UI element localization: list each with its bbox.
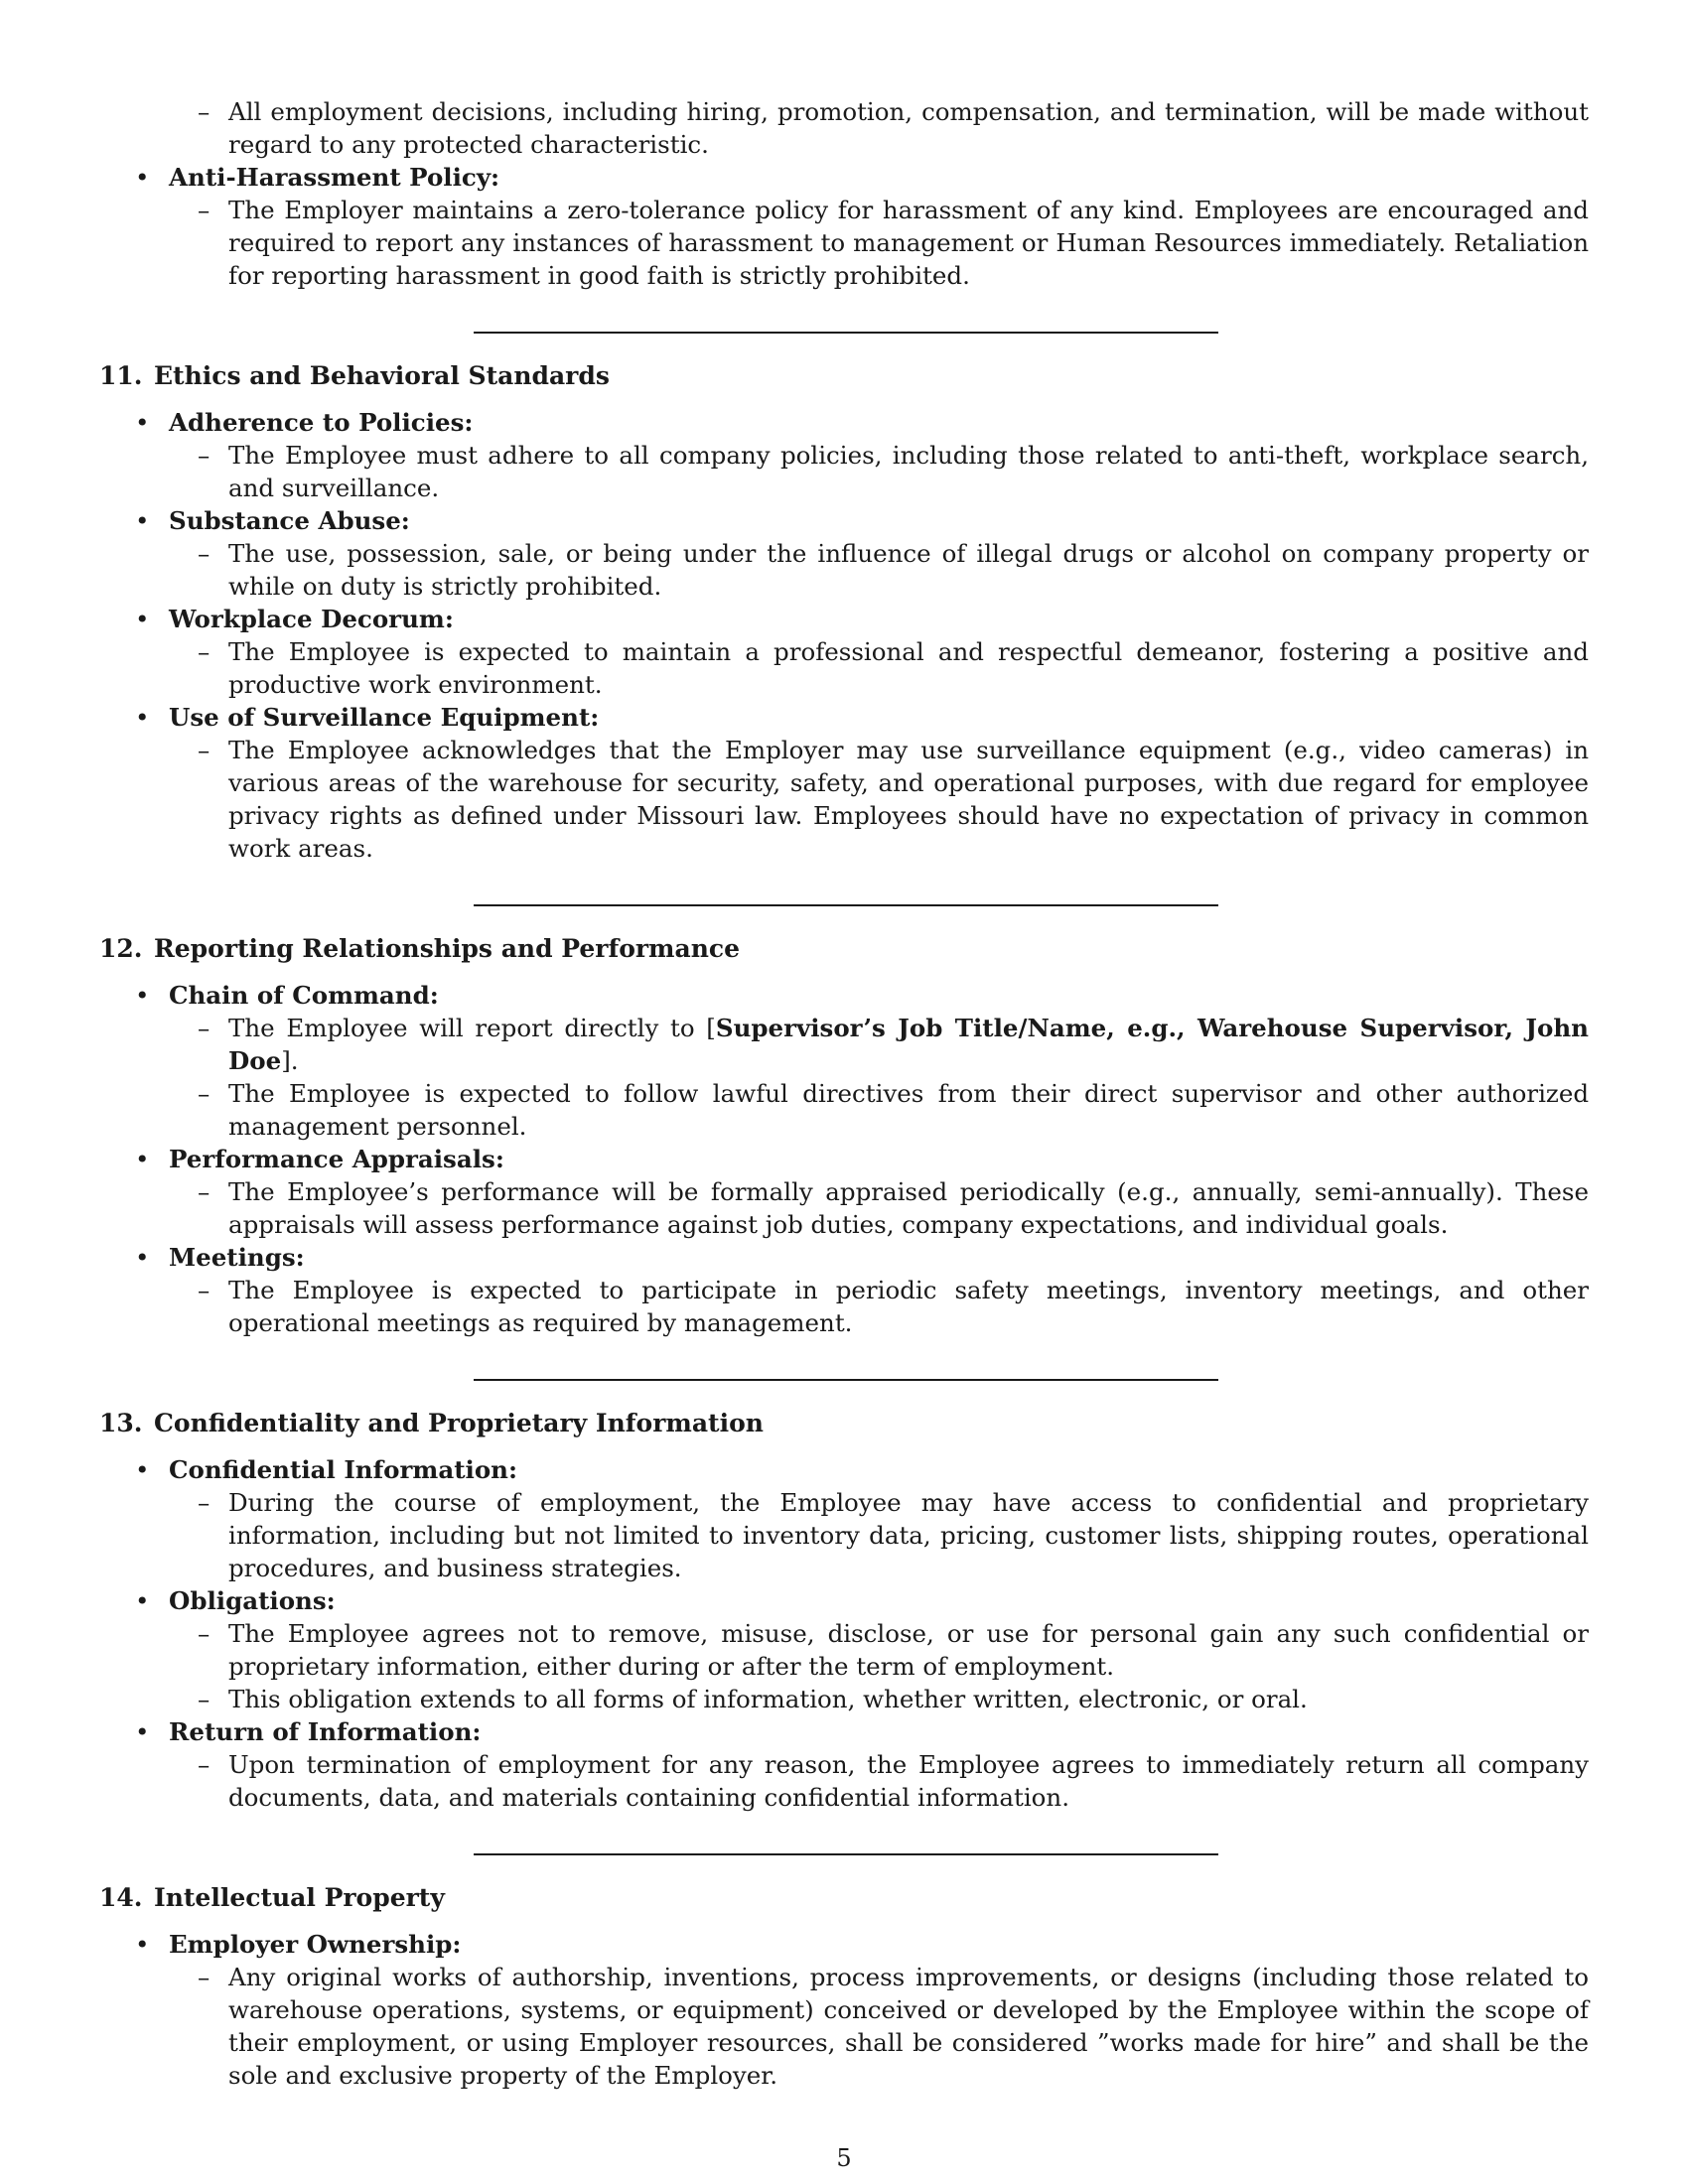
list-item <box>99 1584 1589 1715</box>
item-list <box>99 1453 1589 1814</box>
sub-item <box>99 1617 1589 1683</box>
item-title: • Anti-Harassment Policy: <box>169 163 500 192</box>
document-page <box>99 95 1589 2092</box>
sub-item-text: The Employee’s performance will be formally appraised periodically (e.g., annually, semi-annually). These appraisals will assess performance against job duties, company expectations, and individual goals. <box>228 1177 1589 1239</box>
item-list <box>99 406 1589 865</box>
sub-list <box>169 635 1589 701</box>
item-title: • Confidential Information: <box>169 1455 518 1484</box>
sub-item <box>99 95 1589 161</box>
list-item <box>99 1928 1589 2092</box>
supervisor-placeholder: Supervisor’s Job Title/Name, e.g., Warehouse Supervisor, John Doe <box>228 1014 1589 1075</box>
sub-item <box>99 194 1589 292</box>
placeholder-close: ]. <box>281 1046 299 1075</box>
sub-item-text: The Employee is expected to maintain a professional and respectful demeanor, fostering a positive and productive work environment. <box>228 637 1589 699</box>
item-title: • Employer Ownership: <box>169 1930 462 1959</box>
section-14 <box>99 1881 1589 2092</box>
sub-item-text: The Employee acknowledges that the Employer may use surveillance equipment (e.g., video cameras) in various areas of the warehouse for security, safety, and operational purposes, with due regard for employee privacy rights as defined under Missouri law. Employees should have no expectation of privacy in common work areas. <box>228 736 1589 863</box>
section-title: Intellectual Property <box>154 1883 445 1912</box>
list-item-anti-harassment <box>99 161 1589 292</box>
sub-item <box>99 1748 1589 1814</box>
section-divider <box>474 1853 1218 1855</box>
sub-item-text: The Employer maintains a zero-tolerance policy for harassment of any kind. Employees are encouraged and required to report any instances of harassment to management or Human Resources immediately. Retaliation for reporting harassment in good faith is strictly prohibited. <box>228 196 1589 290</box>
sub-item <box>99 1274 1589 1339</box>
section-title: Confidentiality and Proprietary Information <box>154 1409 764 1437</box>
sub-item-text: Any original works of authorship, inventions, process improvements, or designs (including those related to warehouse operations, systems, or equipment) conceived or developed by the Employee within the scope of their employment, or using Employer resources, shall be considered ”works made for hire” and shall be the sole and exclusive property of the Employer. <box>228 1963 1589 2090</box>
list-item <box>99 406 1589 504</box>
sub-item <box>99 1486 1589 1584</box>
sub-list <box>169 1175 1589 1241</box>
list-item <box>99 1715 1589 1814</box>
sub-item-text: This obligation extends to all forms of information, whether written, electronic, or oral. <box>228 1685 1308 1713</box>
item-title: • Meetings: <box>169 1243 305 1272</box>
sub-list <box>169 734 1589 865</box>
sub-item-text: The Employee will report directly to [ <box>228 1014 716 1042</box>
section-13 <box>99 1407 1589 1814</box>
sub-list <box>169 1961 1589 2092</box>
sub-list <box>169 1617 1589 1715</box>
section-divider <box>474 332 1218 334</box>
sub-item <box>99 1175 1589 1241</box>
section-heading <box>99 1407 1589 1439</box>
item-list <box>99 979 1589 1339</box>
sub-item-text: During the course of employment, the Employee may have access to confidential and proprietary information, including but not limited to inventory data, pricing, customer lists, shipping routes, operational procedures, and business strategies. <box>228 1488 1589 1582</box>
list-item <box>99 1453 1589 1584</box>
item-title: • Substance Abuse: <box>169 506 410 535</box>
sub-item <box>99 1012 1589 1077</box>
item-title: • Chain of Command: <box>169 981 439 1010</box>
sub-item-text: All employment decisions, including hiring, promotion, compensation, and termination, will be made without regard to any protected characteristic. <box>228 97 1589 159</box>
section-number: 11. <box>99 361 143 390</box>
item-title: • Return of Information: <box>169 1717 482 1746</box>
item-title: • Obligations: <box>169 1586 336 1615</box>
sub-item <box>99 1961 1589 2092</box>
sub-item <box>99 734 1589 865</box>
sub-item <box>99 439 1589 504</box>
section-title: Reporting Relationships and Performance <box>154 934 741 963</box>
item-list <box>99 1928 1589 2092</box>
section-divider <box>474 904 1218 906</box>
list-item <box>99 1241 1589 1339</box>
list-item <box>99 701 1589 865</box>
sub-item-text: The Employee must adhere to all company policies, including those related to anti-theft, workplace search, and surveillance. <box>228 441 1589 502</box>
section-11 <box>99 359 1589 865</box>
section-title: Ethics and Behavioral Standards <box>154 361 610 390</box>
item-title: • Performance Appraisals: <box>169 1145 504 1173</box>
item-title: • Use of Surveillance Equipment: <box>169 703 600 732</box>
sub-list <box>169 439 1589 504</box>
sub-item <box>99 1077 1589 1143</box>
sub-item-text: The Employee is expected to follow lawful directives from their direct supervisor and other authorized management personnel. <box>228 1079 1589 1141</box>
sub-item <box>99 635 1589 701</box>
section-12 <box>99 932 1589 1339</box>
sub-item <box>99 1683 1589 1715</box>
sub-list <box>169 1486 1589 1584</box>
sub-list <box>169 194 1589 292</box>
section-divider <box>474 1379 1218 1381</box>
list-item <box>99 979 1589 1143</box>
section-number: 13. <box>99 1409 143 1437</box>
item-title: • Workplace Decorum: <box>169 605 454 633</box>
section-number: 12. <box>99 934 143 963</box>
sub-item-text: The Employee is expected to participate in periodic safety meetings, inventory meetings, and other operational meetings as required by management. <box>228 1276 1589 1337</box>
item-title: • Adherence to Policies: <box>169 408 474 437</box>
section-heading <box>99 932 1589 965</box>
sub-item-text: The Employee agrees not to remove, misuse, disclose, or use for personal gain any such confidential or proprietary information, either during or after the term of employment. <box>228 1619 1589 1681</box>
list-item <box>99 504 1589 603</box>
page-number: 5 <box>836 2144 852 2172</box>
section-heading <box>99 1881 1589 1914</box>
sub-item-text: Upon termination of employment for any reason, the Employee agrees to immediately return all company documents, data, and materials containing confidential information. <box>228 1750 1589 1812</box>
sub-item <box>99 537 1589 603</box>
sub-item-text: The use, possession, sale, or being under the influence of illegal drugs or alcohol on company property or while on duty is strictly prohibited. <box>228 539 1589 601</box>
sub-list <box>169 537 1589 603</box>
intro-list <box>99 95 1589 292</box>
sub-list <box>169 1012 1589 1143</box>
list-item <box>99 603 1589 701</box>
section-number: 14. <box>99 1883 143 1912</box>
list-item <box>99 1143 1589 1241</box>
section-heading <box>99 359 1589 392</box>
sub-list <box>169 1274 1589 1339</box>
sub-list <box>169 1748 1589 1814</box>
